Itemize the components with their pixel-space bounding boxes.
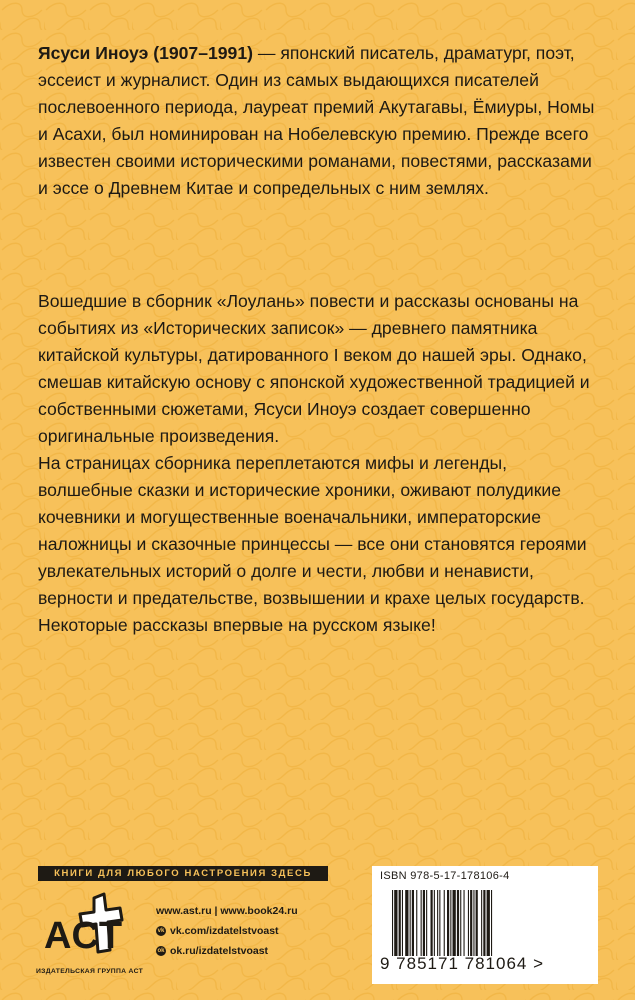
barcode-graphic [392, 890, 580, 956]
barcode-bar [464, 890, 465, 956]
barcode-bar [483, 890, 485, 956]
barcode-bar [457, 890, 459, 956]
ok-icon: ok [157, 948, 165, 954]
barcode-bar [450, 890, 451, 956]
barcode-bar [476, 890, 478, 956]
publisher-label: ИЗДАТЕЛЬСКАЯ ГРУППА АСТ [36, 968, 144, 975]
website-links-text: www.ast.ru | www.book24.ru [156, 905, 298, 917]
barcode-bar [399, 890, 401, 956]
book-description [38, 288, 603, 639]
barcode-bar [439, 890, 440, 956]
tagline-bar: КНИГИ ДЛЯ ЛЮБОГО НАСТРОЕНИЯ ЗДЕСЬ [38, 866, 328, 881]
barcode-bar [416, 890, 417, 956]
description-paragraph: На страницах сборника переплетаются мифы и легенды, волшебные сказки и исторические хроники, оживают полудикие кочевники и могущественные военачальники, императорские наложницы и сказочные принцессы — все они становятся героями увлекательных историй о долге и чести, любви и ненависти, верности и предательстве, возвышении и крахе целых государств. [38, 453, 587, 608]
barcode-bar [392, 890, 393, 956]
barcode-bar [470, 890, 472, 956]
ok-link[interactable] [156, 945, 298, 957]
barcode-bar [412, 890, 414, 956]
barcode-bar [460, 890, 461, 956]
barcode-bar [444, 890, 445, 956]
barcode-bar [410, 890, 411, 956]
barcode-bar [421, 890, 422, 956]
barcode-bar [468, 890, 469, 956]
website-links[interactable] [156, 905, 298, 917]
barcode-bar [394, 890, 397, 956]
barcode-bar [487, 890, 490, 956]
barcode-bar [453, 890, 456, 956]
barcode-box [372, 866, 598, 984]
barcode-bar [473, 890, 474, 956]
description-paragraph: Вошедшие в сборник «Лоулань» повести и рассказы основаны на событиях из «Исторических записок» — древнего памятника китайской культуры, датированного I веком до нашей эры. Однако, смешав китайскую основу с японской художественной традицией и собственными сюжетами, Ясуси Иноуэ создает совершенно оригинальные произведения. [38, 291, 590, 446]
barcode-bar [491, 890, 492, 956]
logo-letters: ACT [44, 915, 123, 957]
isbn-text: ISBN 978-5-17-178106-4 [380, 870, 510, 882]
barcode-bar [437, 890, 438, 956]
author-bio [38, 40, 603, 202]
ast-logo [36, 890, 136, 970]
barcode-bar [447, 890, 449, 956]
vk-icon: vk [157, 928, 165, 934]
barcode-bar [405, 890, 408, 956]
barcode-bar [402, 890, 403, 956]
barcode-bar [431, 890, 433, 956]
vk-link[interactable] [156, 925, 298, 937]
description-paragraph: Некоторые рассказы впервые на русском языке! [38, 615, 436, 635]
publisher-links [156, 905, 298, 965]
author-name: Ясуси Иноуэ (1907–1991) [38, 43, 253, 63]
barcode-bar [434, 890, 435, 956]
vk-link-text: vk.com/izdatelstvoast [170, 925, 279, 937]
barcode-digits: 9 785171 781064 > [380, 954, 545, 973]
author-bio-text: — японский писатель, драматург, поэт, эссеист и журналист. Один из самых выдающихся писателей послевоенного периода, лауреат премий Акутагавы, Ёмиуры, Номы и Асахи, был номинирован на Нобелевскую премию. Прежде всего известен своими историческими романами, повестями, рассказами и эссе о Древнем Китае и сопредельных с ним землях. [38, 43, 595, 198]
barcode-bar [426, 890, 427, 956]
barcode-bar [481, 890, 482, 956]
ok-link-text: ok.ru/izdatelstvoast [170, 945, 269, 957]
barcode-bar [423, 890, 425, 956]
